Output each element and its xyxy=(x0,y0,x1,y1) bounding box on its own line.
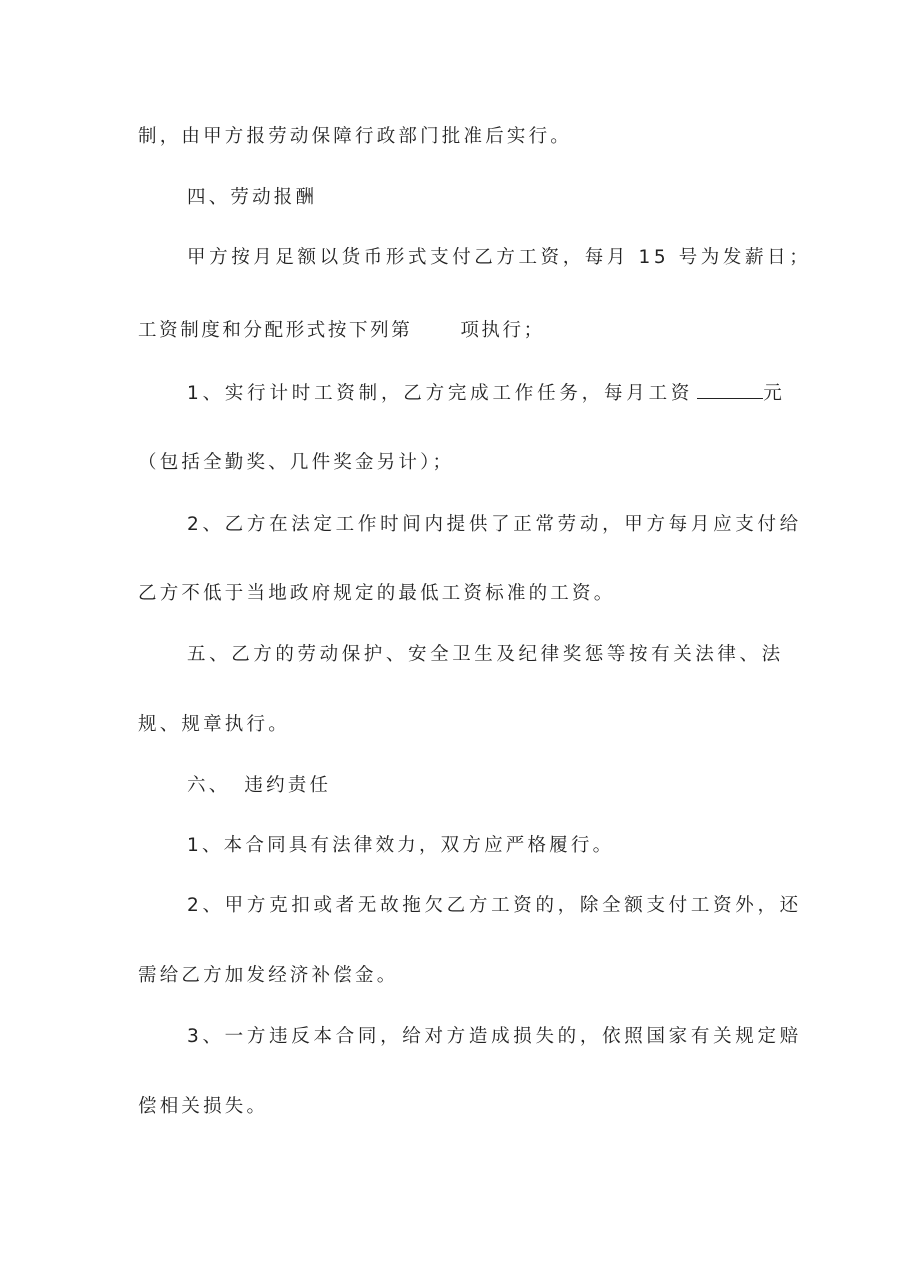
text-span: 2、甲方克扣或者无故拖欠乙方工资的，除全额支付工资外，还 xyxy=(187,895,802,916)
text-span: 制，由甲方报劳动保障行政部门批准后实行。 xyxy=(138,126,573,147)
section-heading-5 xyxy=(187,642,784,668)
text-line-4 xyxy=(138,318,545,344)
text-line-13 xyxy=(187,893,802,919)
text-span: 需给乙方加发经济补偿金。 xyxy=(138,965,399,986)
text-span: 2、乙方在法定工作时间内提供了正常劳动，甲方每月应支付给 xyxy=(187,514,802,535)
text-span: 元 xyxy=(763,383,786,404)
text-line-10 xyxy=(138,712,290,738)
text-line-1 xyxy=(138,124,572,150)
text-line-16 xyxy=(138,1094,268,1120)
text-line-7 xyxy=(187,512,802,538)
text-line-3 xyxy=(187,245,811,271)
text-span: 3、一方违反本合同，给对方造成损失的，依照国家有关规定赔 xyxy=(187,1026,802,1047)
text-span: 违约责任 xyxy=(244,775,332,796)
section-heading-4 xyxy=(187,185,317,211)
text-span: 甲方按月足额以货币形式支付乙方工资，每月 15 号为发薪日； xyxy=(187,247,812,268)
text-line-8 xyxy=(138,581,615,607)
blank-underline xyxy=(697,380,763,399)
text-span: 1、本合同具有法律效力，双方应严格履行。 xyxy=(187,835,615,856)
text-span: 五、乙方的劳动保护、安全卫生及纪律奖惩等按有关法律、法 xyxy=(187,644,784,665)
text-line-12 xyxy=(187,833,614,859)
text-line-6 xyxy=(138,450,454,476)
text-span: （包括全勤奖、几件奖金另计）； xyxy=(138,452,455,473)
text-line-15 xyxy=(187,1024,802,1050)
text-line-5 xyxy=(187,380,786,407)
text-span: 四、劳动报酬 xyxy=(187,187,318,208)
text-line-14 xyxy=(138,963,398,989)
text-span: 规、规章执行。 xyxy=(138,714,290,735)
text-span: 项执行； xyxy=(460,320,545,341)
section-heading-6 xyxy=(187,773,331,799)
text-span: 乙方不低于当地政府规定的最低工资标准的工资。 xyxy=(138,583,616,604)
text-span: 1、实行计时工资制，乙方完成工作任务，每月工资 xyxy=(187,383,694,404)
text-span: 偿相关损失。 xyxy=(138,1096,269,1117)
text-span: 六、 xyxy=(187,775,231,796)
text-span: 工资制度和分配形式按下列第 xyxy=(138,320,413,341)
